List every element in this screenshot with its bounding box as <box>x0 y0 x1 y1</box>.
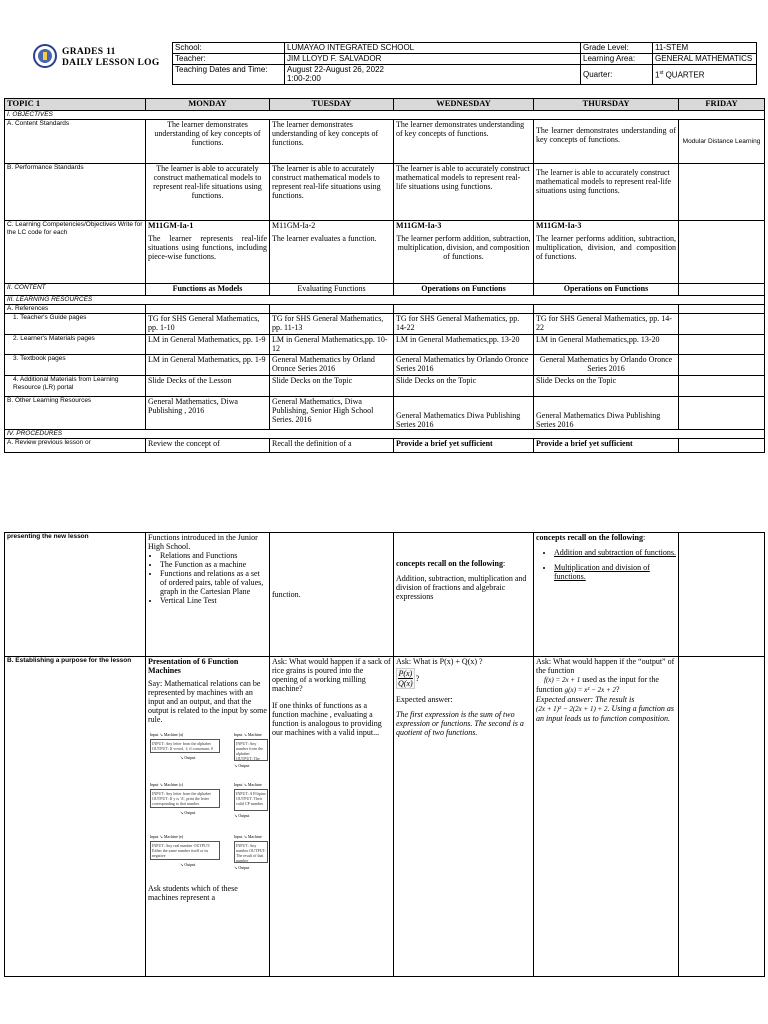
cell-additional-wed: Slide Decks on the Topic <box>394 376 534 397</box>
cell-perf-std-wed: The learner is able to accurately construct mathematical models to represent real-life situations using functions. <box>394 164 534 221</box>
purpose-mon-title: Presentation of 6 Function Machines <box>148 657 239 675</box>
cell-lm-wed: LM in General Mathematics,pp. 13-20 <box>394 335 534 355</box>
ref-empty-wed <box>394 305 534 314</box>
lc-text-thu: The learner performs addition, subtraction, multiplication, division, and composition of functions. <box>536 234 676 261</box>
cell-textbook-mon: LM in General Mathematics, pp. 1-9 <box>146 355 270 376</box>
cell-lm-mon: LM in General Mathematics, pp. 1-9 <box>146 335 270 355</box>
machine-d: Input ↘ Machine INPUT: A Filipino OUTPUT: Their valid CP number ↘ Output <box>234 780 268 820</box>
row-label-competencies: C. Learning Competencies/Objectives Write for the LC code for each <box>5 221 146 284</box>
machine-box: INPUT: A Filipino OUTPUT: Their valid CP number <box>234 789 268 811</box>
col-topic: TOPIC 1 <box>5 99 146 111</box>
machine-box: INPUT: Any number from the alphabet OUTPUT: The <box>234 739 268 761</box>
cell-presenting-thu <box>534 533 679 657</box>
cell-purpose-fri <box>679 657 765 977</box>
purpose-tue-if: If one thinks of functions as a function machine , evaluating a function is analogous to providing our machines with a valid input... <box>272 701 382 737</box>
cell-textbook-tue: General Mathematics by Orland Oronce Series 2016 <box>270 355 394 376</box>
cell-other-mon: General Mathematics, Diwa Publishing , 2016 <box>146 397 270 430</box>
lc-text-tue: The learner evaluates a function. <box>272 234 377 243</box>
cell-review-fri <box>679 439 765 453</box>
cell-comp-thu <box>534 221 679 284</box>
cell-comp-wed <box>394 221 534 284</box>
presenting-wed-colon: : <box>502 559 506 568</box>
cell-other-fri <box>679 397 765 430</box>
machine-c: Input ↘ Machine (c) INPUT: Any letter from the alphabet OUTPUT: If y is 'A', print the letter corresponding to that number ↘ Output <box>150 780 220 817</box>
cell-presenting-fri <box>679 533 765 657</box>
cell-review-wed: Provide a brief yet sufficient <box>394 439 534 453</box>
quarter-num: 1 <box>655 70 660 80</box>
purpose-wed-answer: The first expression is the sum of two expression or functions. The second is a quotient of two functions. <box>396 710 524 737</box>
section-resources: III. LEARNING RESOURCES <box>5 296 765 305</box>
cell-purpose-mon <box>146 657 270 977</box>
fraction-tail: ? <box>415 674 420 683</box>
input-label: Input <box>234 782 243 787</box>
row-label-tg: 1. Teacher's Guide pages <box>5 314 146 335</box>
cell-perf-std-tue: The learner is able to accurately construct mathematical models to represent real-life situations using functions. <box>270 164 394 221</box>
machine-name: Machine (c) <box>163 782 184 787</box>
cell-presenting-mon <box>146 533 270 657</box>
cell-tg-mon: TG for SHS General Mathematics, pp. 1-10 <box>146 314 270 335</box>
list-item: • Vertical Line Test <box>160 596 267 605</box>
output-label: Output <box>238 865 250 870</box>
quarter-text: QUARTER <box>663 70 705 80</box>
purpose-thu-line-fx <box>536 675 676 695</box>
purpose-tue-ask: Ask: What would happen if a sack of rice grains is poured into the opening of a working milling machine? <box>272 657 391 693</box>
input-label: Input <box>150 732 159 737</box>
purpose-wed-ask: Ask: What is P(x) + Q(x) ? <box>396 657 483 666</box>
grade-label: Grade Level: <box>581 43 653 54</box>
machine-name: Machine (e) <box>163 834 184 839</box>
cell-lm-thu: LM in General Mathematics,pp. 13-20 <box>534 335 679 355</box>
cell-purpose-tue <box>270 657 394 977</box>
lesson-table-page2 <box>4 532 765 977</box>
fraction-denominator: Q(x) <box>398 679 413 688</box>
presenting-wed-text: Addition, subtraction, multiplication and division of fractions and algebraic expressions <box>396 574 527 601</box>
title-grades: GRADES 11 <box>62 47 116 57</box>
cell-other-wed: General Mathematics Diwa Publishing Series 2016 <box>394 397 534 430</box>
list-item: • Functions and relations as a set of ordered pairs, table of values, graph in the Cartesian Plane <box>160 569 267 596</box>
cell-perf-std-fri <box>679 164 765 221</box>
cell-content-fri <box>679 284 765 296</box>
purpose-wed-fraction <box>396 668 531 689</box>
cell-content-std-thu: The learner demonstrates understanding of key concepts of functions. <box>534 120 679 164</box>
ref-empty-fri <box>679 305 765 314</box>
presenting-wed-title: concepts recall on the following <box>396 559 503 568</box>
col-monday: MONDAY <box>146 99 270 111</box>
machine-name: Machine <box>247 782 262 787</box>
presenting-mon-list <box>148 551 267 605</box>
dates-value <box>285 65 581 85</box>
cell-review-mon: Review the concept of <box>146 439 270 453</box>
cell-content-std-mon: The learner demonstrates understanding of key concepts of functions. <box>146 120 270 164</box>
section-procedures: IV. PROCEDURES <box>5 430 765 439</box>
machine-name: Machine (a) <box>163 732 184 737</box>
fraction-numerator: P(x) <box>398 669 413 678</box>
cell-review-tue: Recall the definition of a <box>270 439 394 453</box>
presenting-mon-intro: Functions introduced in the Junior High School. <box>148 533 258 551</box>
machine-f: Input ↘ Machine INPUT: Any number OUTPUT: The result of that number ↘ Output <box>234 832 268 872</box>
cell-content-tue: Evaluating Functions <box>270 284 394 296</box>
function-machines-figure <box>148 728 267 880</box>
cell-comp-tue <box>270 221 394 284</box>
output-label: Output <box>184 755 196 760</box>
input-label: Input <box>234 732 243 737</box>
title-dll: DAILY LESSON LOG <box>62 58 160 68</box>
machine-name: Machine <box>247 732 262 737</box>
row-label-other: B. Other Learning Resources <box>5 397 146 430</box>
row-label-content-std: A. Content Standards <box>5 120 146 164</box>
purpose-thu-expected: Expected answer: The result is <box>536 695 635 704</box>
ref-empty-mon <box>146 305 270 314</box>
quarter-label: Quarter: <box>581 65 653 85</box>
row-label-review: A. Review previous lesson or <box>5 439 146 453</box>
col-tuesday: TUESDAY <box>270 99 394 111</box>
dates-line-2: 1:00-2:00 <box>287 74 321 83</box>
ref-empty-tue <box>270 305 394 314</box>
cell-textbook-wed: General Mathematics by Orlando Oronce Series 2016 <box>394 355 534 376</box>
row-label-purpose: B. Establishing a purpose for the lesson <box>5 657 146 977</box>
lc-text-wed: The learner perform addition, subtraction, multiplication, division, and composition of functions. <box>396 234 531 261</box>
cell-content-std-wed: The learner demonstrates understanding of key concepts of functions. <box>394 120 534 164</box>
machine-box: INPUT: Any real number OUTPUT: Either the same number itself or its negative <box>150 841 220 860</box>
list-item: • The Function as a machine <box>160 560 267 569</box>
lc-code-thu: M11GM-Ia-3 <box>536 221 582 230</box>
cell-presenting-wed <box>394 533 534 657</box>
cell-lm-fri <box>679 335 765 355</box>
cell-tg-fri <box>679 314 765 335</box>
cell-content-wed: Operations on Functions <box>394 284 534 296</box>
cell-additional-tue: Slide Decks on the Topic <box>270 376 394 397</box>
teacher-label: Teacher: <box>173 54 285 65</box>
output-label: Output <box>184 862 196 867</box>
presenting-thu-colon: : <box>642 533 646 542</box>
formula-fx: f(x) = 2x + 1 <box>544 676 581 684</box>
cell-other-tue: General Mathematics, Diwa Publishing, Senior High School Series. 2016 <box>270 397 394 430</box>
machine-e: Input ↘ Machine (e) INPUT: Any real number OUTPUT: Either the same number itself or its negative ↘ Output <box>150 832 220 869</box>
col-wednesday: WEDNESDAY <box>394 99 534 111</box>
area-label: Learning Area: <box>581 54 653 65</box>
list-item: • Addition and subtraction of functions. <box>554 548 676 557</box>
output-label: Output <box>184 810 196 815</box>
cell-lm-tue: LM in General Mathematics,pp. 10-12 <box>270 335 394 355</box>
section-content: II. CONTENT <box>5 284 146 296</box>
input-label: Input <box>150 782 159 787</box>
cell-comp-fri <box>679 221 765 284</box>
quarter-value <box>653 65 757 85</box>
cell-purpose-wed <box>394 657 534 977</box>
deped-seal <box>33 44 57 68</box>
input-label: Input <box>150 834 159 839</box>
row-label-additional: 4. Additional Materials from Learning Resource (LR) portal <box>5 376 146 397</box>
presenting-thu-title: concepts recall on the following <box>536 533 643 542</box>
header-table <box>172 42 757 85</box>
output-label: Output <box>238 763 250 768</box>
list-item: • Multiplication and division of functions. <box>554 563 676 581</box>
cell-content-thu: Operations on Functions <box>534 284 679 296</box>
cell-content-std-tue: The learner demonstrates understanding of key concepts of functions. <box>270 120 394 164</box>
row-label-lm: 2. Learner's Materials pages <box>5 335 146 355</box>
purpose-thu-ask-2: used as the input for the function <box>536 675 659 694</box>
row-label-perf-std: B. Performance Standards <box>5 164 146 221</box>
cell-other-thu: General Mathematics Diwa Publishing Series 2016 <box>534 397 679 430</box>
formula-gx: g(x) = x² − 2x + 2 <box>564 686 616 694</box>
machine-box: INPUT: Any letter from the alphabet OUTPUT: If y is 'A', print the letter corresponding to that number <box>150 789 220 808</box>
lc-code-mon: M11GM-Ia-1 <box>148 221 194 230</box>
cell-review-thu: Provide a brief yet sufficient <box>534 439 679 453</box>
lesson-table-page1 <box>4 98 765 453</box>
purpose-mon-ask: Ask students which of these machines represent a <box>148 884 238 902</box>
formula-result: (2x + 1)² − 2(2x + 1) + 2 <box>536 705 608 713</box>
cell-additional-thu: Slide Decks on the Topic <box>534 376 679 397</box>
row-label-textbook: 3. Textbook pages <box>5 355 146 376</box>
list-item: • Relations and Functions <box>160 551 267 560</box>
dates-label: Teaching Dates and Time: <box>173 65 285 85</box>
machine-a: Input ↘ Machine (a) INPUT: Any letter from the alphabet OUTPUT: If vowel, 1; if consonant, 0 ↘ Output <box>150 730 220 762</box>
input-label: Input <box>234 834 243 839</box>
machine-box: INPUT: Any number OUTPUT: The result of that number <box>234 841 268 863</box>
quarter-sup: st <box>659 70 664 77</box>
grade-value: 11-STEM <box>653 43 757 54</box>
dates-line-1: August 22-August 26, 2022 <box>287 65 384 74</box>
cell-perf-std-thu: The learner is able to accurately construct mathematical models to represent real-life situations using functions. <box>534 164 679 221</box>
lc-code-tue: M11GM-Ia-2 <box>272 221 316 230</box>
cell-content-std-fri: Modular Distance Learning <box>679 120 765 164</box>
purpose-wed-expected: Expected answer: <box>396 695 453 704</box>
cell-purpose-thu <box>534 657 679 977</box>
school-label: School: <box>173 43 285 54</box>
teacher-value: JIM LLOYD F. SALVADOR <box>285 54 581 65</box>
cell-presenting-tue: function. <box>270 533 394 657</box>
cell-perf-std-mon: The learner is able to accurately construct mathematical models to represent real-life situations using functions. <box>146 164 270 221</box>
cell-textbook-fri <box>679 355 765 376</box>
cell-comp-mon <box>146 221 270 284</box>
purpose-thu-tail: . Using a function as an input leads us to function composition. <box>536 704 674 723</box>
cell-additional-fri <box>679 376 765 397</box>
purpose-thu-ask-1: Ask: What would happen if the “output” of the function <box>536 657 675 675</box>
section-references: A. References <box>5 305 146 314</box>
school-value: LUMAYAO INTEGRATED SCHOOL <box>285 43 581 54</box>
cell-content-mon: Functions as Models <box>146 284 270 296</box>
ref-empty-thu <box>534 305 679 314</box>
cell-textbook-thu: General Mathematics by Orlando Oronce Series 2016 <box>534 355 679 376</box>
lc-code-wed: M11GM-Ia-3 <box>396 221 442 230</box>
machine-name: Machine <box>247 834 262 839</box>
cell-tg-wed: TG for SHS General Mathematics, pp. 14-22 <box>394 314 534 335</box>
purpose-mon-say: Say: Mathematical relations can be represented by machines with an input and an output, and that the output is related to the input by some rule. <box>148 679 267 724</box>
section-objectives: I. OBJECTIVES <box>5 111 765 120</box>
machine-box: INPUT: Any letter from the alphabet OUTPUT: If vowel, 1; if consonant, 0 <box>150 739 220 753</box>
cell-additional-mon: Slide Decks of the Lesson <box>146 376 270 397</box>
machine-b: Input ↘ Machine INPUT: Any number from the alphabet OUTPUT: The ↘ Output <box>234 730 268 770</box>
col-friday: FRIDAY <box>679 99 765 111</box>
purpose-thu-result-line <box>536 704 676 723</box>
row-label-presenting: presenting the new lesson <box>5 533 146 657</box>
presenting-thu-list <box>536 548 676 581</box>
output-label: Output <box>238 813 250 818</box>
cell-tg-thu: TG for SHS General Mathematics, pp. 14-22 <box>534 314 679 335</box>
lc-text-mon: The learner represents real-life situations using functions, including piece-wise functions. <box>148 234 267 261</box>
purpose-thu-ask-3: ? <box>615 685 620 694</box>
col-thursday: THURSDAY <box>534 99 679 111</box>
area-value: GENERAL MATHEMATICS <box>653 54 757 65</box>
cell-tg-tue: TG for SHS General Mathematics, pp. 11-13 <box>270 314 394 335</box>
